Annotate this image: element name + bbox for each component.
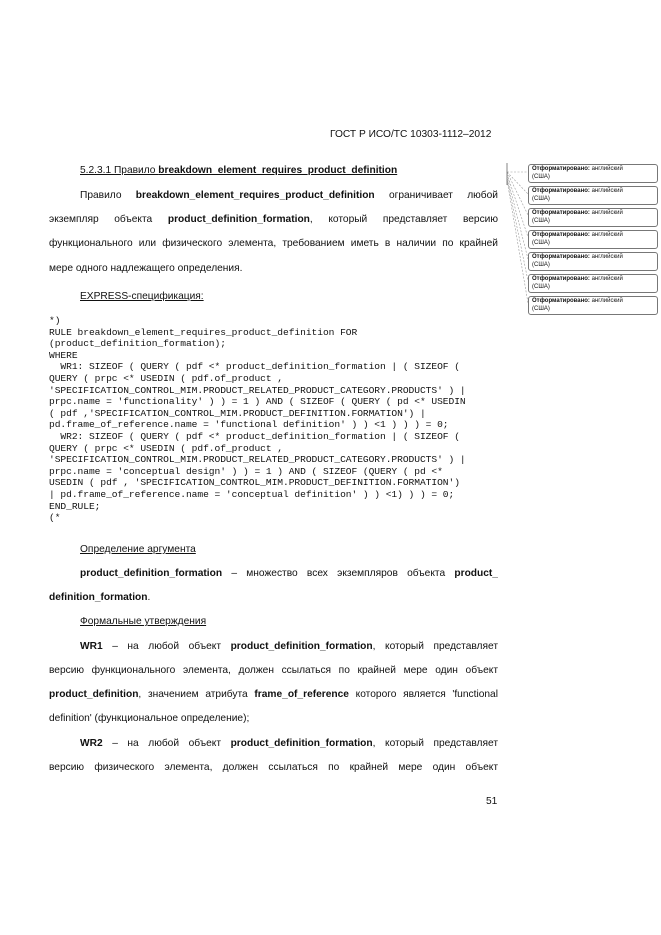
comment-text: (США) [532,195,550,202]
comment-text: английский [591,276,623,282]
comment-text: английский [591,166,623,172]
code-line: (* [49,512,61,524]
code-line: (product_definition_formation); [49,338,226,350]
comment-text: (США) [532,283,550,290]
comment-text: (США) [532,261,550,268]
entity-bold: product_definition_formation [230,738,373,749]
text: Правило [80,190,122,201]
wr1-label: WR1 [80,641,103,652]
section-number: 5.2.3.1 Правило [80,165,159,176]
entity-bold: product_definition_formation [80,568,223,579]
code-line: QUERY ( prpc <* USEDIN ( pdf.of_product , [49,442,283,454]
arg-def-heading: Определение аргумента [80,544,196,555]
comment-balloon[interactable] [528,274,658,293]
code-line: END_RULE; [49,500,101,512]
code-line: WR1: SIZEOF ( QUERY ( pdf <* product_definition_formation | ( SIZEOF ( [49,361,460,373]
entity-bold: product_ [454,568,498,579]
comment-balloon[interactable] [528,186,658,205]
comment-label: Отформатировано: [532,254,590,260]
comment-text: английский [591,210,623,216]
text: – множество всех экземпляров объекта [231,568,446,579]
comment-text: (США) [532,217,550,224]
comment-text: (США) [532,305,550,312]
entity-bold: product_definition_formation [167,214,310,225]
wr2-label: WR2 [80,738,103,749]
entity-bold: definition_formation [49,592,148,603]
code-line: pd.frame_of_reference.name = 'functional definition' ) ) <1 ) ) ) = 0; [49,419,449,431]
express-label: EXPRESS-спецификация: [80,291,204,302]
text: – на любой объект [112,738,222,749]
comment-text: (США) [532,239,550,246]
comment-label: Отформатировано: [532,232,590,238]
code-line: ( pdf ,'SPECIFICATION_CONTROL_MIM.PRODUCT_DEFINITION.FORMATION') | [49,407,426,419]
rule-name: breakdown_element_requires_product_definition [158,165,398,176]
comment-text: английский [591,232,623,238]
text: – на любой объект [112,641,222,652]
text: , значением атрибута [138,689,248,700]
standard-header: ГОСТ Р ИСО/ТС 10303-1112–2012 [330,129,492,140]
code-line: prpc.name = 'conceptual design' ) ) = 1 ) AND ( SIZEOF (QUERY ( pd <* [49,465,443,477]
para1-line3: функционального или физического элемента, требованием иметь в наличии по крайней [49,238,498,249]
attribute-bold: frame_of_reference [254,689,349,700]
wr1-line4: definition' (функциональное определение); [49,713,250,724]
comment-text: английский [591,254,623,260]
code-line: prpc.name = 'functionality' ) ) = 1 ) AND ( SIZEOF ( QUERY ( pd <* USEDIN [49,396,466,408]
comment-balloon[interactable] [528,252,658,271]
entity-bold: product_definition [49,689,139,700]
code-line: RULE breakdown_element_requires_product_definition FOR [49,326,358,338]
text: , который представляет [372,738,498,749]
formal-heading: Формальные утверждения [80,616,207,627]
code-line: 'SPECIFICATION_CONTROL_MIM.PRODUCT_RELATED_PRODUCT_CATEGORY.PRODUCTS' ) | [49,454,466,466]
code-line: WR2: SIZEOF ( QUERY ( pdf <* product_definition_formation | ( SIZEOF ( [49,430,460,442]
comment-text: английский [591,298,623,304]
code-line: | pd.frame_of_reference.name = 'conceptual definition' ) ) <1) ) ) = 0; [49,488,455,500]
text: экземпляр объекта [49,214,153,225]
text: , который представляет [372,641,498,652]
rule-name-bold: breakdown_element_requires_product_definition [135,190,375,201]
comment-label: Отформатировано: [532,166,590,172]
wr1-line2: версию функционального элемента, должен ссылаться по крайней мере один объект [49,665,498,676]
code-line: 'SPECIFICATION_CONTROL_MIM.PRODUCT_RELATED_PRODUCT_CATEGORY.PRODUCTS' ) | [49,384,466,396]
wr2-line2: версию физического элемента, должен ссылаться по крайней мере один объект [49,762,498,773]
comment-label: Отформатировано: [532,210,590,216]
comment-text: английский [591,188,623,194]
comment-label: Отформатировано: [532,276,590,282]
page-number: 51 [486,796,498,807]
comment-balloon[interactable] [528,164,658,183]
code-line: *) [49,315,61,326]
text: которого является 'functional [355,689,498,700]
code-line: QUERY ( prpc <* USEDIN ( pdf.of_product , [49,372,283,384]
comment-balloon[interactable] [528,208,658,227]
comment-label: Отформатировано: [532,298,590,304]
text: , который представляет версию [309,214,498,225]
entity-bold: product_definition_formation [230,641,373,652]
comment-label: Отформатировано: [532,188,590,194]
text: . [147,592,151,603]
text: ограничивает любой [388,190,498,201]
code-line: WHERE [49,349,78,361]
comment-text: (США) [532,173,550,180]
comment-balloon[interactable] [528,230,658,249]
para1-line4: мере одного надлежащего определения. [49,263,243,274]
code-line: USEDIN ( pdf , 'SPECIFICATION_CONTROL_MIM.PRODUCT_DEFINITION.FORMATION') [49,477,460,489]
comment-balloon[interactable] [528,296,658,315]
